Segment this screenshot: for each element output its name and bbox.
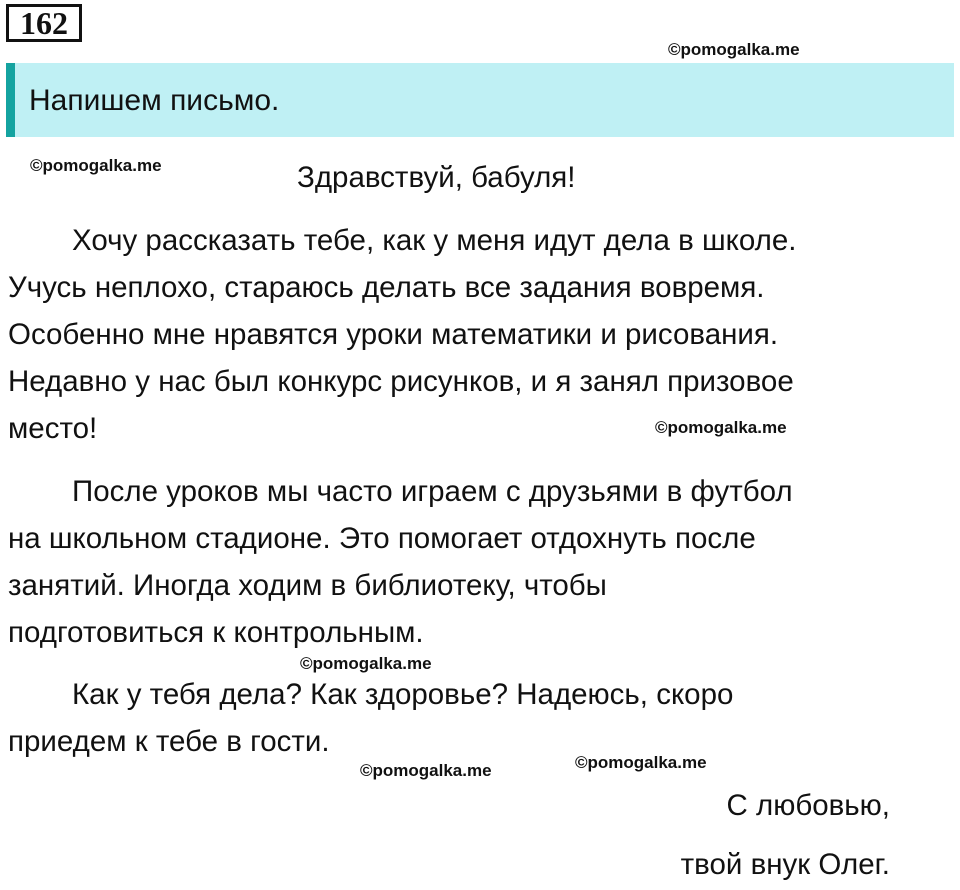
letter-line: Учусь неплохо, стараюсь делать все задания вовремя. <box>8 271 765 304</box>
letter-line: Как у тебя дела? Как здоровье? Надеюсь, скоро <box>72 678 734 711</box>
watermark: ©pomogalka.me <box>668 40 800 59</box>
letter-line: подготовиться к контрольным. <box>8 616 424 649</box>
letter-line: приедем к тебе в гости. <box>8 725 330 758</box>
letter-line: Особенно мне нравятся уроки математики и рисования. <box>8 318 779 351</box>
letter-closing: С любовью, <box>726 789 890 822</box>
letter-signature: твой внук Олег. <box>680 848 890 881</box>
watermark: ©pomogalka.me <box>575 753 707 772</box>
letter-line: Хочу рассказать тебе, как у меня идут дела в школе. <box>72 224 797 257</box>
letter-line: занятий. Иногда ходим в библиотеку, чтобы <box>8 569 607 602</box>
letter-line: на школьном стадионе. Это помогает отдохнуть после <box>8 522 756 555</box>
watermark: ©pomogalka.me <box>300 654 432 673</box>
letter-greeting: Здравствуй, бабуля! <box>297 161 576 194</box>
watermark: ©pomogalka.me <box>655 418 787 437</box>
banner-title: Напишем письмо. <box>29 84 280 117</box>
watermark: ©pomogalka.me <box>360 761 492 780</box>
task-number: 162 <box>6 4 82 42</box>
letter-line: место! <box>8 412 98 445</box>
watermark: ©pomogalka.me <box>30 156 162 175</box>
letter-line: После уроков мы часто играем с друзьями в футбол <box>72 475 793 508</box>
letter-line: Недавно у нас был конкурс рисунков, и я занял призовое <box>8 365 794 398</box>
section-banner <box>6 63 954 137</box>
